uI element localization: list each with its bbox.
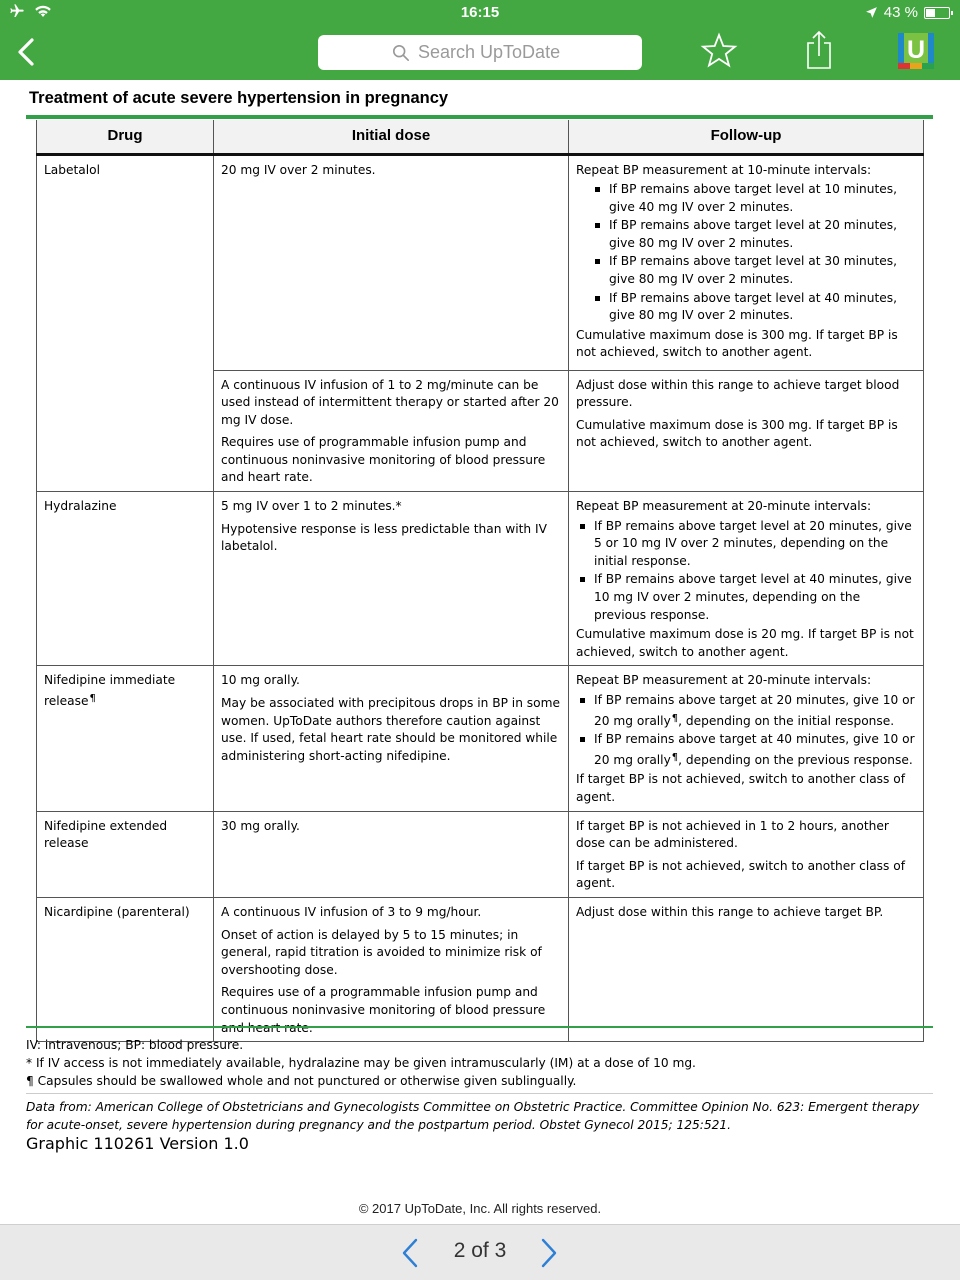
back-button[interactable] xyxy=(8,32,44,72)
initial-dose-text: 20 mg IV over 2 minutes. xyxy=(221,162,376,177)
footnotes xyxy=(26,1036,696,1090)
follow-up-cell xyxy=(569,154,924,370)
initial-dose-text: Onset of action is delayed by 5 to 15 minutes; in general, rapid titration is avoided to minimize risk of overshooting dose. xyxy=(221,927,542,977)
footnote-divider xyxy=(26,1093,933,1094)
drug-name: Nicardipine (parenteral) xyxy=(44,904,190,919)
follow-up-list xyxy=(576,181,916,325)
title-divider xyxy=(26,115,933,119)
table-row-nifedipine-immediate xyxy=(37,666,924,811)
star-icon xyxy=(700,32,738,70)
bottom-pager xyxy=(0,1224,960,1280)
header-initial-dose: Initial dose xyxy=(214,120,569,154)
logo-letter: U xyxy=(906,36,926,64)
list-item-text: , depending on the initial response. xyxy=(678,713,895,728)
list-item xyxy=(576,692,916,730)
initial-dose-cell xyxy=(214,666,569,811)
status-right xyxy=(865,4,950,21)
battery-fill xyxy=(926,9,935,17)
battery-percent: 43 % xyxy=(883,4,918,21)
treatment-table xyxy=(36,120,924,1042)
initial-dose-text: A continuous IV infusion of 1 to 2 mg/minute can be used instead of intermittent therapy or started after 20 mg IV dose. xyxy=(221,377,559,427)
initial-dose-cell xyxy=(214,811,569,897)
list-item: If BP remains above target level at 40 minutes, give 80 mg IV over 2 minutes. xyxy=(591,290,916,325)
footnote-asterisk: * If IV access is not immediately available, hydralazine may be given intramuscularly (IM) at a dose of 10 mg. xyxy=(26,1056,696,1070)
drug-cell-hydralazine xyxy=(37,492,214,666)
list-item-text: If BP remains above target at 40 minutes, give 10 or 20 mg orally xyxy=(594,732,915,767)
pilcrow-mark: ¶ xyxy=(671,751,679,763)
initial-dose-text: 10 mg orally. xyxy=(221,673,300,688)
follow-up-outro: Cumulative maximum dose is 20 mg. If target BP is not achieved, switch to another agent. xyxy=(576,627,914,659)
favorite-button[interactable] xyxy=(700,32,738,70)
uptodate-logo[interactable] xyxy=(898,33,934,69)
chevron-left-icon xyxy=(16,38,36,66)
list-item: If BP remains above target level at 20 minutes, give 5 or 10 mg IV over 2 minutes, depending on the initial response. xyxy=(576,518,916,571)
initial-dose-text: Requires use of programmable infusion pump and continuous noninvasive monitoring of blood pressure and heart rate. xyxy=(221,435,546,485)
chevron-right-icon xyxy=(536,1237,562,1269)
initial-dose-text: Hypotensive response is less predictable than with IV labetalol. xyxy=(221,521,547,554)
follow-up-cell xyxy=(569,811,924,897)
chevron-left-icon xyxy=(397,1237,423,1269)
header-drug: Drug xyxy=(37,120,214,154)
list-item-text: , depending on the previous response. xyxy=(678,752,913,767)
search-icon xyxy=(392,44,410,62)
search-input[interactable] xyxy=(418,42,568,63)
share-button[interactable] xyxy=(803,30,835,70)
drug-cell-nifedipine-immediate xyxy=(37,666,214,811)
source-citation: Data from: American College of Obstetricians and Gynecologists Committee on Obstetric Practice. Committee Opinion No. 623: Emergent therapy for acute-onset, severe hypertension during pregnancy and the postpartum period. Obstet Gynecol 2015; 125:521. xyxy=(26,1100,920,1132)
table-bottom-divider xyxy=(26,1026,933,1028)
table-row-nifedipine-extended xyxy=(37,811,924,897)
drug-name: Hydralazine xyxy=(44,499,117,514)
follow-up-text: If target BP is not achieved, switch to another class of agent. xyxy=(576,858,905,891)
list-item: If BP remains above target level at 40 minutes, give 10 mg IV over 2 minutes, depending on the previous response. xyxy=(576,571,916,624)
list-item: If BP remains above target level at 20 minutes, give 80 mg IV over 2 minutes. xyxy=(591,217,916,252)
battery-icon xyxy=(924,7,950,19)
copyright-notice: © 2017 UpToDate, Inc. All rights reserved. xyxy=(358,1201,602,1216)
drug-cell-nifedipine-extended xyxy=(37,811,214,897)
drug-cell-labetalol xyxy=(37,154,214,492)
page-indicator: 2 of 3 xyxy=(453,1239,507,1262)
follow-up-outro: If target BP is not achieved, switch to another class of agent. xyxy=(576,772,905,804)
drug-cell-nicardipine xyxy=(37,897,214,1041)
previous-page-button[interactable] xyxy=(397,1237,423,1269)
footnote-abbreviations: IV: intravenous; BP: blood pressure. xyxy=(26,1038,244,1052)
initial-dose-cell xyxy=(214,897,569,1041)
follow-up-text: If target BP is not achieved in 1 to 2 hours, another dose can be administered. xyxy=(576,818,889,851)
pilcrow-mark: ¶ xyxy=(89,693,96,704)
initial-dose-cell xyxy=(214,492,569,666)
initial-dose-text: 5 mg IV over 1 to 2 minutes.* xyxy=(221,499,402,514)
drug-name: Labetalol xyxy=(44,162,100,177)
follow-up-outro: Cumulative maximum dose is 300 mg. If target BP is not achieved, switch to another agent. xyxy=(576,327,898,360)
follow-up-text: Cumulative maximum dose is 300 mg. If target BP is not achieved, switch to another agent. xyxy=(576,417,898,450)
table-row-labetalol xyxy=(37,154,924,370)
status-bar xyxy=(0,0,960,26)
drug-name: Nifedipine immediate release xyxy=(44,673,176,708)
list-item-text: If BP remains above target at 20 minutes, give 10 or 20 mg orally xyxy=(594,693,915,728)
share-icon xyxy=(803,30,835,70)
search-bar[interactable] xyxy=(318,35,642,70)
uptodate-logo-icon xyxy=(898,33,934,69)
initial-dose-text: 30 mg orally. xyxy=(221,818,300,833)
location-arrow-icon xyxy=(865,6,878,19)
header-follow-up: Follow-up xyxy=(569,120,924,154)
follow-up-intro: Repeat BP measurement at 10-minute intervals: xyxy=(576,162,872,177)
list-item: If BP remains above target level at 30 minutes, give 80 mg IV over 2 minutes. xyxy=(591,253,916,288)
initial-dose-text: May be associated with precipitous drops in BP in some women. UpToDate authors therefore caution against use. If used, fetal heart rate should be monitored while administering short-acting nifedipine. xyxy=(221,696,560,763)
follow-up-cell xyxy=(569,897,924,1041)
footnote-pilcrow: ¶ Capsules should be swallowed whole and not punctured or otherwise given sublingually. xyxy=(26,1074,577,1088)
page-title: Treatment of acute severe hypertension in pregnancy xyxy=(29,89,449,107)
table-row-hydralazine xyxy=(37,492,924,666)
table-header-row xyxy=(37,120,924,154)
list-item xyxy=(576,731,916,769)
list-item: If BP remains above target level at 10 minutes, give 40 mg IV over 2 minutes. xyxy=(591,181,916,216)
follow-up-cell xyxy=(569,666,924,811)
follow-up-text: Adjust dose within this range to achieve target blood pressure. xyxy=(576,377,900,410)
follow-up-intro: Repeat BP measurement at 20-minute intervals: xyxy=(576,499,872,514)
follow-up-cell xyxy=(569,370,924,492)
pilcrow-mark: ¶ xyxy=(671,712,679,724)
drug-name: Nifedipine extended release xyxy=(44,818,168,851)
follow-up-intro: Repeat BP measurement at 20-minute intervals: xyxy=(576,673,872,688)
next-page-button[interactable] xyxy=(536,1237,562,1269)
graphic-version: Graphic 110261 Version 1.0 xyxy=(26,1134,249,1153)
initial-dose-cell xyxy=(214,370,569,492)
table-row-nicardipine xyxy=(37,897,924,1041)
initial-dose-text: A continuous IV infusion of 3 to 9 mg/hour. xyxy=(221,904,482,919)
follow-up-list xyxy=(576,692,916,769)
initial-dose-text: Requires use of a programmable infusion pump and continuous noninvasive monitoring of blood pressure xyxy=(221,985,546,1017)
status-time: 16:15 xyxy=(460,4,500,21)
follow-up-list xyxy=(576,518,916,625)
follow-up-text: Adjust dose within this range to achieve target BP. xyxy=(576,904,884,919)
follow-up-cell xyxy=(569,492,924,666)
top-bar xyxy=(0,0,960,80)
initial-dose-cell xyxy=(214,154,569,370)
